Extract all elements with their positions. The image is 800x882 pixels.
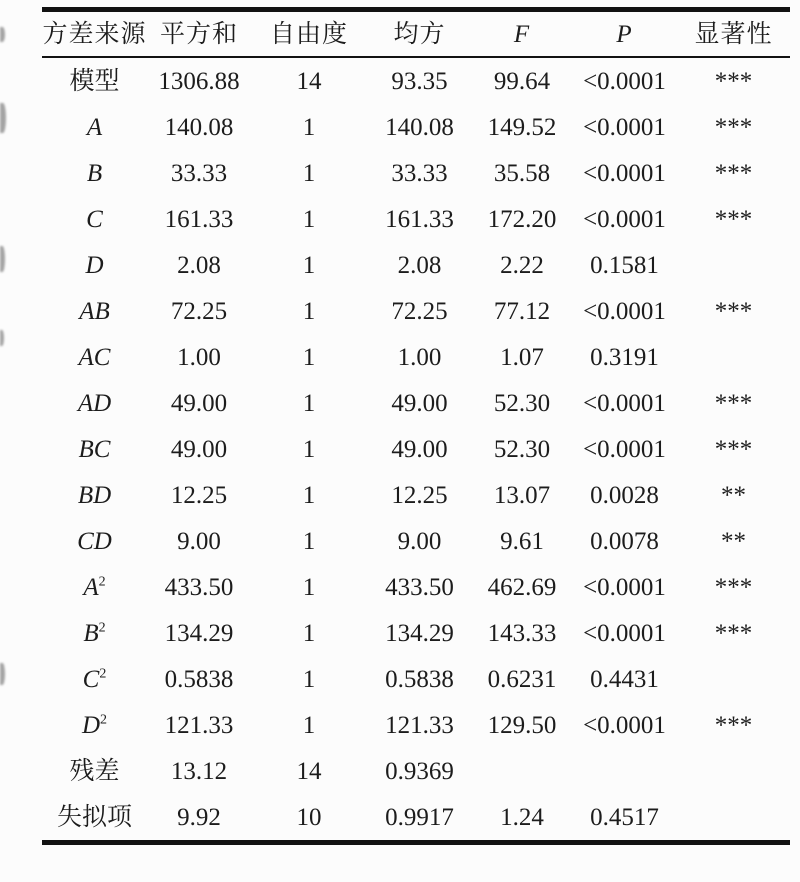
table-row xyxy=(42,472,790,518)
cell-mean-square: 12.25 xyxy=(391,481,448,509)
table-row xyxy=(42,610,790,656)
cell-sum-of-squares: 2.08 xyxy=(177,251,221,279)
cell-source xyxy=(42,472,147,518)
cell-source xyxy=(42,288,147,334)
cell-source xyxy=(42,656,147,702)
header-row xyxy=(42,10,790,58)
source-label: D xyxy=(85,251,104,279)
source-label: AC xyxy=(78,343,111,371)
table-row xyxy=(42,104,790,150)
source-label: CD xyxy=(77,527,112,555)
cell-source xyxy=(42,426,147,472)
source-exponent: 2 xyxy=(98,574,106,590)
cell-mean-square: 49.00 xyxy=(391,435,448,463)
cell-f-value: 99.64 xyxy=(493,67,551,95)
cell-sum-of-squares: 9.92 xyxy=(177,803,221,831)
cell-f-value: 143.33 xyxy=(487,619,557,647)
cell-p-value: <0.0001 xyxy=(583,619,666,647)
cell-df: 1 xyxy=(302,711,316,739)
cell-f-value: 149.52 xyxy=(487,113,557,141)
table-row xyxy=(42,518,790,564)
cell-sum-of-squares: 161.33 xyxy=(164,205,234,233)
table-row xyxy=(42,57,790,104)
cell-df: 1 xyxy=(302,481,316,509)
cell-f-value: 35.58 xyxy=(493,159,551,187)
col-header-df: 自由度 xyxy=(251,10,367,58)
cell-df: 1 xyxy=(302,665,316,693)
source-label: 模型 xyxy=(69,67,120,95)
cell-sum-of-squares: 33.33 xyxy=(170,159,228,187)
scan-artifact xyxy=(0,330,4,346)
cell-sum-of-squares: 12.25 xyxy=(170,481,228,509)
cell-mean-square: 0.5838 xyxy=(385,665,454,693)
cell-sum-of-squares: 49.00 xyxy=(170,389,228,417)
table-row xyxy=(42,288,790,334)
cell-p-value: 0.1581 xyxy=(590,251,659,279)
cell-mean-square: 49.00 xyxy=(391,389,448,417)
source-label: 失拟项 xyxy=(56,803,132,831)
cell-df: 10 xyxy=(296,803,322,831)
cell-significance: *** xyxy=(714,435,753,463)
source-label: C xyxy=(86,205,103,233)
cell-df: 1 xyxy=(302,343,316,371)
cell-significance: *** xyxy=(714,159,753,187)
cell-df: 1 xyxy=(302,251,316,279)
cell-source xyxy=(42,610,147,656)
cell-significance xyxy=(677,656,790,702)
cell-mean-square: 1.00 xyxy=(397,343,442,371)
cell-source xyxy=(42,564,147,610)
cell-p-value: 0.3191 xyxy=(590,343,659,371)
source-label: B xyxy=(86,159,103,187)
anova-table xyxy=(42,7,790,845)
cell-significance: *** xyxy=(714,205,753,233)
cell-source xyxy=(42,518,147,564)
cell-f-value: 1.07 xyxy=(500,343,544,371)
cell-f-value: 52.30 xyxy=(493,389,551,417)
table-row xyxy=(42,380,790,426)
source-label: A xyxy=(86,113,103,141)
scan-artifact xyxy=(0,246,5,272)
cell-f-value: 2.22 xyxy=(500,251,544,279)
cell-significance: *** xyxy=(714,113,753,141)
table-row xyxy=(42,150,790,196)
cell-p-value: 0.4517 xyxy=(590,803,659,831)
cell-df: 1 xyxy=(302,297,316,325)
source-label: BD xyxy=(77,481,112,509)
cell-p-value: <0.0001 xyxy=(583,711,666,739)
cell-f-value: 9.61 xyxy=(500,527,544,555)
cell-f-value: 52.30 xyxy=(493,435,551,463)
cell-significance: *** xyxy=(714,67,753,95)
col-header-p-value: P xyxy=(572,10,677,58)
cell-f-value xyxy=(472,748,572,794)
cell-mean-square: 93.35 xyxy=(391,67,448,95)
cell-df: 1 xyxy=(302,205,316,233)
table-row xyxy=(42,794,790,843)
cell-source xyxy=(42,334,147,380)
cell-mean-square: 161.33 xyxy=(385,205,454,233)
cell-source xyxy=(42,57,147,104)
cell-significance: *** xyxy=(714,297,753,325)
cell-sum-of-squares: 9.00 xyxy=(177,527,221,555)
source-exponent: 2 xyxy=(98,620,106,636)
cell-p-value: 0.0078 xyxy=(590,527,659,555)
cell-significance: *** xyxy=(714,573,753,601)
cell-p-value: <0.0001 xyxy=(583,435,666,463)
cell-sum-of-squares: 134.29 xyxy=(164,619,234,647)
cell-significance: ** xyxy=(721,481,746,509)
source-label: A xyxy=(83,573,99,601)
cell-df: 1 xyxy=(302,159,316,187)
cell-mean-square: 0.9369 xyxy=(385,757,454,785)
table-row xyxy=(42,334,790,380)
cell-significance: *** xyxy=(714,711,753,739)
source-label: D xyxy=(81,711,101,739)
cell-df: 1 xyxy=(302,573,316,601)
source-label: BC xyxy=(78,435,111,463)
source-label: B xyxy=(83,619,99,647)
cell-p-value: <0.0001 xyxy=(583,389,666,417)
cell-df: 14 xyxy=(296,757,322,785)
cell-p-value: <0.0001 xyxy=(583,205,666,233)
cell-sum-of-squares: 0.5838 xyxy=(164,665,234,693)
table-row xyxy=(42,702,790,748)
cell-p-value: <0.0001 xyxy=(583,573,666,601)
cell-significance xyxy=(677,242,790,288)
source-label: 残差 xyxy=(69,757,120,785)
scan-artifact xyxy=(0,103,6,133)
cell-significance xyxy=(677,748,790,794)
cell-mean-square: 0.9917 xyxy=(385,803,454,831)
cell-significance: ** xyxy=(721,527,746,555)
cell-mean-square: 121.33 xyxy=(385,711,454,739)
cell-source xyxy=(42,242,147,288)
col-header-source: 方差来源 xyxy=(42,10,147,58)
source-exponent: 2 xyxy=(99,666,107,682)
cell-df: 1 xyxy=(302,113,316,141)
col-header-significance: 显著性 xyxy=(677,10,790,58)
cell-f-value: 13.07 xyxy=(493,481,551,509)
cell-significance xyxy=(677,334,790,380)
source-label: AD xyxy=(77,389,112,417)
cell-p-value: 0.0028 xyxy=(590,481,659,509)
source-label: C xyxy=(82,665,100,693)
cell-source xyxy=(42,380,147,426)
cell-f-value: 0.6231 xyxy=(487,665,557,693)
cell-mean-square: 9.00 xyxy=(397,527,442,555)
cell-sum-of-squares: 140.08 xyxy=(164,113,234,141)
cell-df: 14 xyxy=(296,67,322,95)
cell-significance: *** xyxy=(714,619,753,647)
cell-df: 1 xyxy=(302,619,316,647)
cell-significance xyxy=(677,794,790,843)
cell-mean-square: 72.25 xyxy=(391,297,448,325)
cell-sum-of-squares: 1306.88 xyxy=(158,67,240,95)
col-header-f-value: F xyxy=(472,10,572,58)
cell-f-value: 129.50 xyxy=(487,711,557,739)
source-label: AB xyxy=(79,297,110,325)
cell-df: 1 xyxy=(302,527,316,555)
col-header-mean-square: 均方 xyxy=(367,10,472,58)
cell-p-value: 0.4431 xyxy=(590,665,659,693)
source-exponent: 2 xyxy=(100,712,108,728)
cell-sum-of-squares: 121.33 xyxy=(164,711,234,739)
cell-sum-of-squares: 433.50 xyxy=(164,573,234,601)
table-row xyxy=(42,656,790,702)
cell-source xyxy=(42,104,147,150)
cell-source xyxy=(42,794,147,843)
cell-mean-square: 433.50 xyxy=(385,573,454,601)
cell-significance: *** xyxy=(714,389,753,417)
cell-p-value: <0.0001 xyxy=(583,67,666,95)
cell-sum-of-squares: 13.12 xyxy=(170,757,228,785)
cell-sum-of-squares: 1.00 xyxy=(177,343,221,371)
cell-source xyxy=(42,702,147,748)
col-header-sum-of-squares: 平方和 xyxy=(147,10,251,58)
cell-mean-square: 134.29 xyxy=(385,619,454,647)
cell-mean-square: 140.08 xyxy=(385,113,454,141)
cell-f-value: 77.12 xyxy=(493,297,551,325)
cell-source xyxy=(42,748,147,794)
cell-p-value: <0.0001 xyxy=(583,297,666,325)
cell-f-value: 462.69 xyxy=(487,573,557,601)
cell-sum-of-squares: 49.00 xyxy=(170,435,228,463)
table-row xyxy=(42,748,790,794)
cell-source xyxy=(42,196,147,242)
cell-f-value: 172.20 xyxy=(487,205,557,233)
cell-mean-square: 33.33 xyxy=(391,159,448,187)
cell-p-value xyxy=(572,748,677,794)
scan-artifact xyxy=(0,663,5,685)
table-row xyxy=(42,196,790,242)
table-header xyxy=(42,10,790,58)
table-row xyxy=(42,242,790,288)
table-body xyxy=(42,57,790,843)
cell-p-value: <0.0001 xyxy=(583,159,666,187)
cell-sum-of-squares: 72.25 xyxy=(170,297,228,325)
cell-source xyxy=(42,150,147,196)
scan-artifact xyxy=(0,27,5,42)
cell-mean-square: 2.08 xyxy=(397,251,442,279)
cell-df: 1 xyxy=(302,435,316,463)
table-row xyxy=(42,564,790,610)
table-row xyxy=(42,426,790,472)
cell-f-value: 1.24 xyxy=(500,803,544,831)
cell-df: 1 xyxy=(302,389,316,417)
cell-p-value: <0.0001 xyxy=(583,113,666,141)
